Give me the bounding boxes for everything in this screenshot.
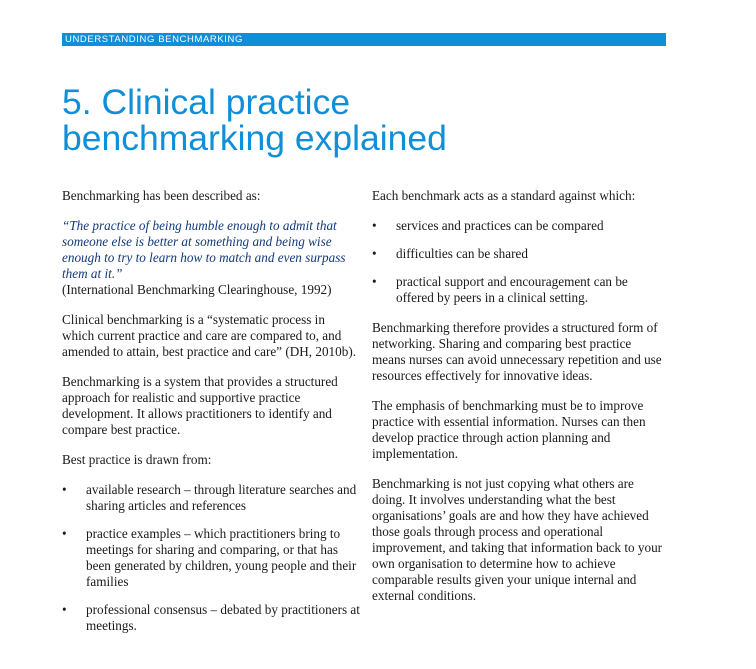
emphasis-paragraph: The emphasis of benchmarking must be to improve practice with essential information. Nurses can then develop practice through action planning and implementation. [372,398,646,461]
quote-block [62,218,360,298]
bullet-icon: • [62,482,67,497]
best-practice-list [62,482,360,634]
list-item [62,482,360,514]
list-item-text: practical support and encouragement can be offered by peers in a clinical setting. [396,274,628,305]
intro-paragraph: Benchmarking has been described as: [62,188,261,203]
bullet-icon: • [62,526,67,541]
list-item-text: professional consensus – debated by practitioners at meetings. [86,602,360,633]
section-label: UNDERSTANDING BENCHMARKING [65,34,243,45]
benchmark-standard-list [372,218,668,306]
bullet-icon: • [372,218,377,233]
bullet-icon: • [372,274,377,289]
list-item-text: services and practices can be compared [396,218,604,233]
bullet-icon: • [372,246,377,261]
not-copying-paragraph: Benchmarking is not just copying what others are doing. It involves understanding what the best organisations’ goals are and how they have achieved those goals through process and operational improvement, and taking that information back to your own organisation to determine how to achieve comparable results given your unique internal and external conditions. [372,476,663,603]
page-title-line-2: benchmarking explained [62,118,447,158]
list-item [62,526,360,590]
list-item [372,218,668,234]
benchmarking-system-paragraph: Benchmarking is a system that provides a structured approach for realistic and supportive practice development. It allows practitioners to identify and compare best practice. [62,374,338,437]
bullet-icon: • [62,602,67,617]
list-item [372,246,668,262]
left-column [62,188,360,648]
right-column [372,188,668,618]
clinical-benchmarking-paragraph: Clinical benchmarking is a “systematic process in which current practice and care are compared to, and amended to attain, best practice and care” (DH, 2010b). [62,312,357,359]
benchmark-standard-intro: Each benchmark acts as a standard against which: [372,188,636,203]
quote-source: (International Benchmarking Clearinghouse, 1992) [62,282,332,297]
page-title-line-1: 5. Clinical practice [62,82,351,122]
networking-paragraph: Benchmarking therefore provides a structured form of networking. Sharing and comparing best practice means nurses can avoid unnecessary repetition and use resources effectively for innovative ideas. [372,320,662,383]
section-header-bar [62,33,666,46]
quote-text: “The practice of being humble enough to admit that someone else is better at something and being wise enough to try to learn how to match and even surpass them at it.” [62,218,346,281]
list-item-text: difficulties can be shared [396,246,528,261]
page-title [62,84,682,156]
list-item [372,274,668,306]
list-item-text: available research – through literature searches and sharing articles and references [86,482,357,513]
list-item-text: practice examples – which practitioners bring to meetings for sharing and comparing, or that has been generated by children, young people and their families [86,526,357,589]
list-item [62,602,360,634]
best-practice-intro: Best practice is drawn from: [62,452,212,467]
